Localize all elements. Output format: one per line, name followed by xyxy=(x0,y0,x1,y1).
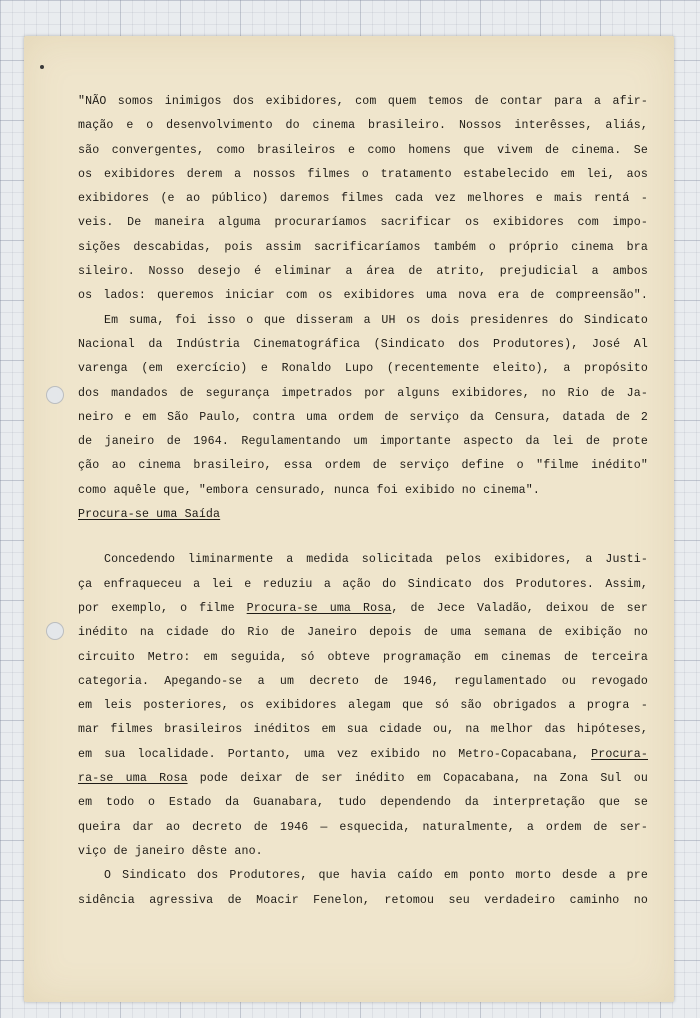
text-line: em leis posteriores, os exibidores alegam que só são obrigados a progra - xyxy=(78,699,648,713)
text-line: como aquêle que, "embora censurado, nunca foi exibido no cinema". xyxy=(78,483,540,497)
text-line xyxy=(78,743,648,767)
text-segment: pode deixar de ser inédito em Copacabana, na Zona Sul ou xyxy=(187,772,648,786)
typed-text-body xyxy=(78,90,648,913)
text-line: circuito Metro: em seguida, só obteve programação em cinemas de terceira xyxy=(78,650,648,664)
text-line: sições descabidas, pois assim sacrificaríamos também o próprio cinema bra xyxy=(78,240,648,254)
text-line: mação e o desenvolvimento do cinema brasileiro. Nossos interêsses, aliás, xyxy=(78,119,648,133)
typewritten-page xyxy=(24,36,674,1002)
text-line: mar filmes brasileiros inéditos em sua cidade ou, na melhor das hipóteses, xyxy=(78,723,648,737)
text-line: dos mandados de segurança impetrados por alguns exibidores, no Rio de Ja- xyxy=(78,386,648,400)
text-line: ça enfraqueceu a lei e reduziu a ação do Sindicato dos Produtores. Assim, xyxy=(78,577,648,591)
text-line: Nacional da Indústria Cinematográfica (Sindicato dos Produtores), José Al xyxy=(78,337,648,351)
text-line: varenga (em exercício) e Ronaldo Lupo (recentemente eleito), a propósito xyxy=(78,362,648,376)
text-segment: em sua localidade. Portanto, uma vez exibido no Metro-Copacabana, xyxy=(78,747,592,761)
text-segment: , de Jece Valadão, deixou de ser xyxy=(391,601,648,615)
underlined-title: Procura- xyxy=(591,747,648,761)
text-line: veis. De maneira alguma procuraríamos sacrificar os exibidores com impo- xyxy=(78,216,648,230)
punch-hole-bottom xyxy=(46,622,64,640)
text-line xyxy=(78,597,648,621)
paragraph-spacer xyxy=(78,527,648,548)
text-line: sidência agressiva de Moacir Fenelon, retomou seu verdadeiro caminho no xyxy=(78,893,648,907)
text-line: Em suma, foi isso o que disseram a UH os dois presidenres do Sindicato xyxy=(104,313,648,327)
ink-dot xyxy=(40,65,44,69)
text-line xyxy=(78,767,648,791)
text-line: os exibidores derem a nossos filmes o tratamento estabelecido em lei, aos xyxy=(78,167,648,181)
text-line: são convergentes, como brasileiros e como homens que vivem de cinema. Se xyxy=(78,143,648,157)
text-line: "NÃO somos inimigos dos exibidores, com quem temos de contar para a afir- xyxy=(78,95,648,108)
section-heading xyxy=(78,503,648,527)
text-line: inédito na cidade do Rio de Janeiro depois de uma semana de exibição no xyxy=(78,626,648,640)
text-line: queira dar ao decreto de 1946 — esquecida, naturalmente, a ordem de ser- xyxy=(78,820,648,834)
text-line: ção ao cinema brasileiro, essa ordem de serviço define o "filme inédito" xyxy=(78,459,648,473)
text-line: os lados: queremos iniciar com os exibidores uma nova era de compreensão". xyxy=(78,289,648,303)
text-line: viço de janeiro dêste ano. xyxy=(78,844,263,858)
punch-hole-top xyxy=(46,386,64,404)
text-line: categoria. Apegando-se a um decreto de 1946, regulamentado ou revogado xyxy=(78,674,648,688)
text-line: em todo o Estado da Guanabara, tudo dependendo da interpretação que se xyxy=(78,796,648,810)
heading-text: Procura-se uma Saída xyxy=(78,508,221,522)
underlined-title: Procura-se uma Rosa xyxy=(246,601,392,615)
underlined-title: ra-se uma Rosa xyxy=(78,772,188,786)
text-line: sileiro. Nosso desejo é eliminar a área de atrito, prejudicial a ambos xyxy=(78,265,648,279)
text-line: de janeiro de 1964. Regulamentando um importante aspecto da lei de prote xyxy=(78,435,648,449)
text-line: neiro e em São Paulo, contra uma ordem de serviço da Censura, datada de 2 xyxy=(78,410,648,424)
text-line: Concedendo liminarmente a medida solicitada pelos exibidores, a Justi- xyxy=(104,553,648,567)
text-line: exibidores (e ao público) daremos filmes cada vez melhores e mais rentá - xyxy=(78,192,648,206)
text-segment: por exemplo, o filme xyxy=(78,601,247,615)
text-line: O Sindicato dos Produtores, que havia caído em ponto morto desde a pre xyxy=(104,869,648,883)
